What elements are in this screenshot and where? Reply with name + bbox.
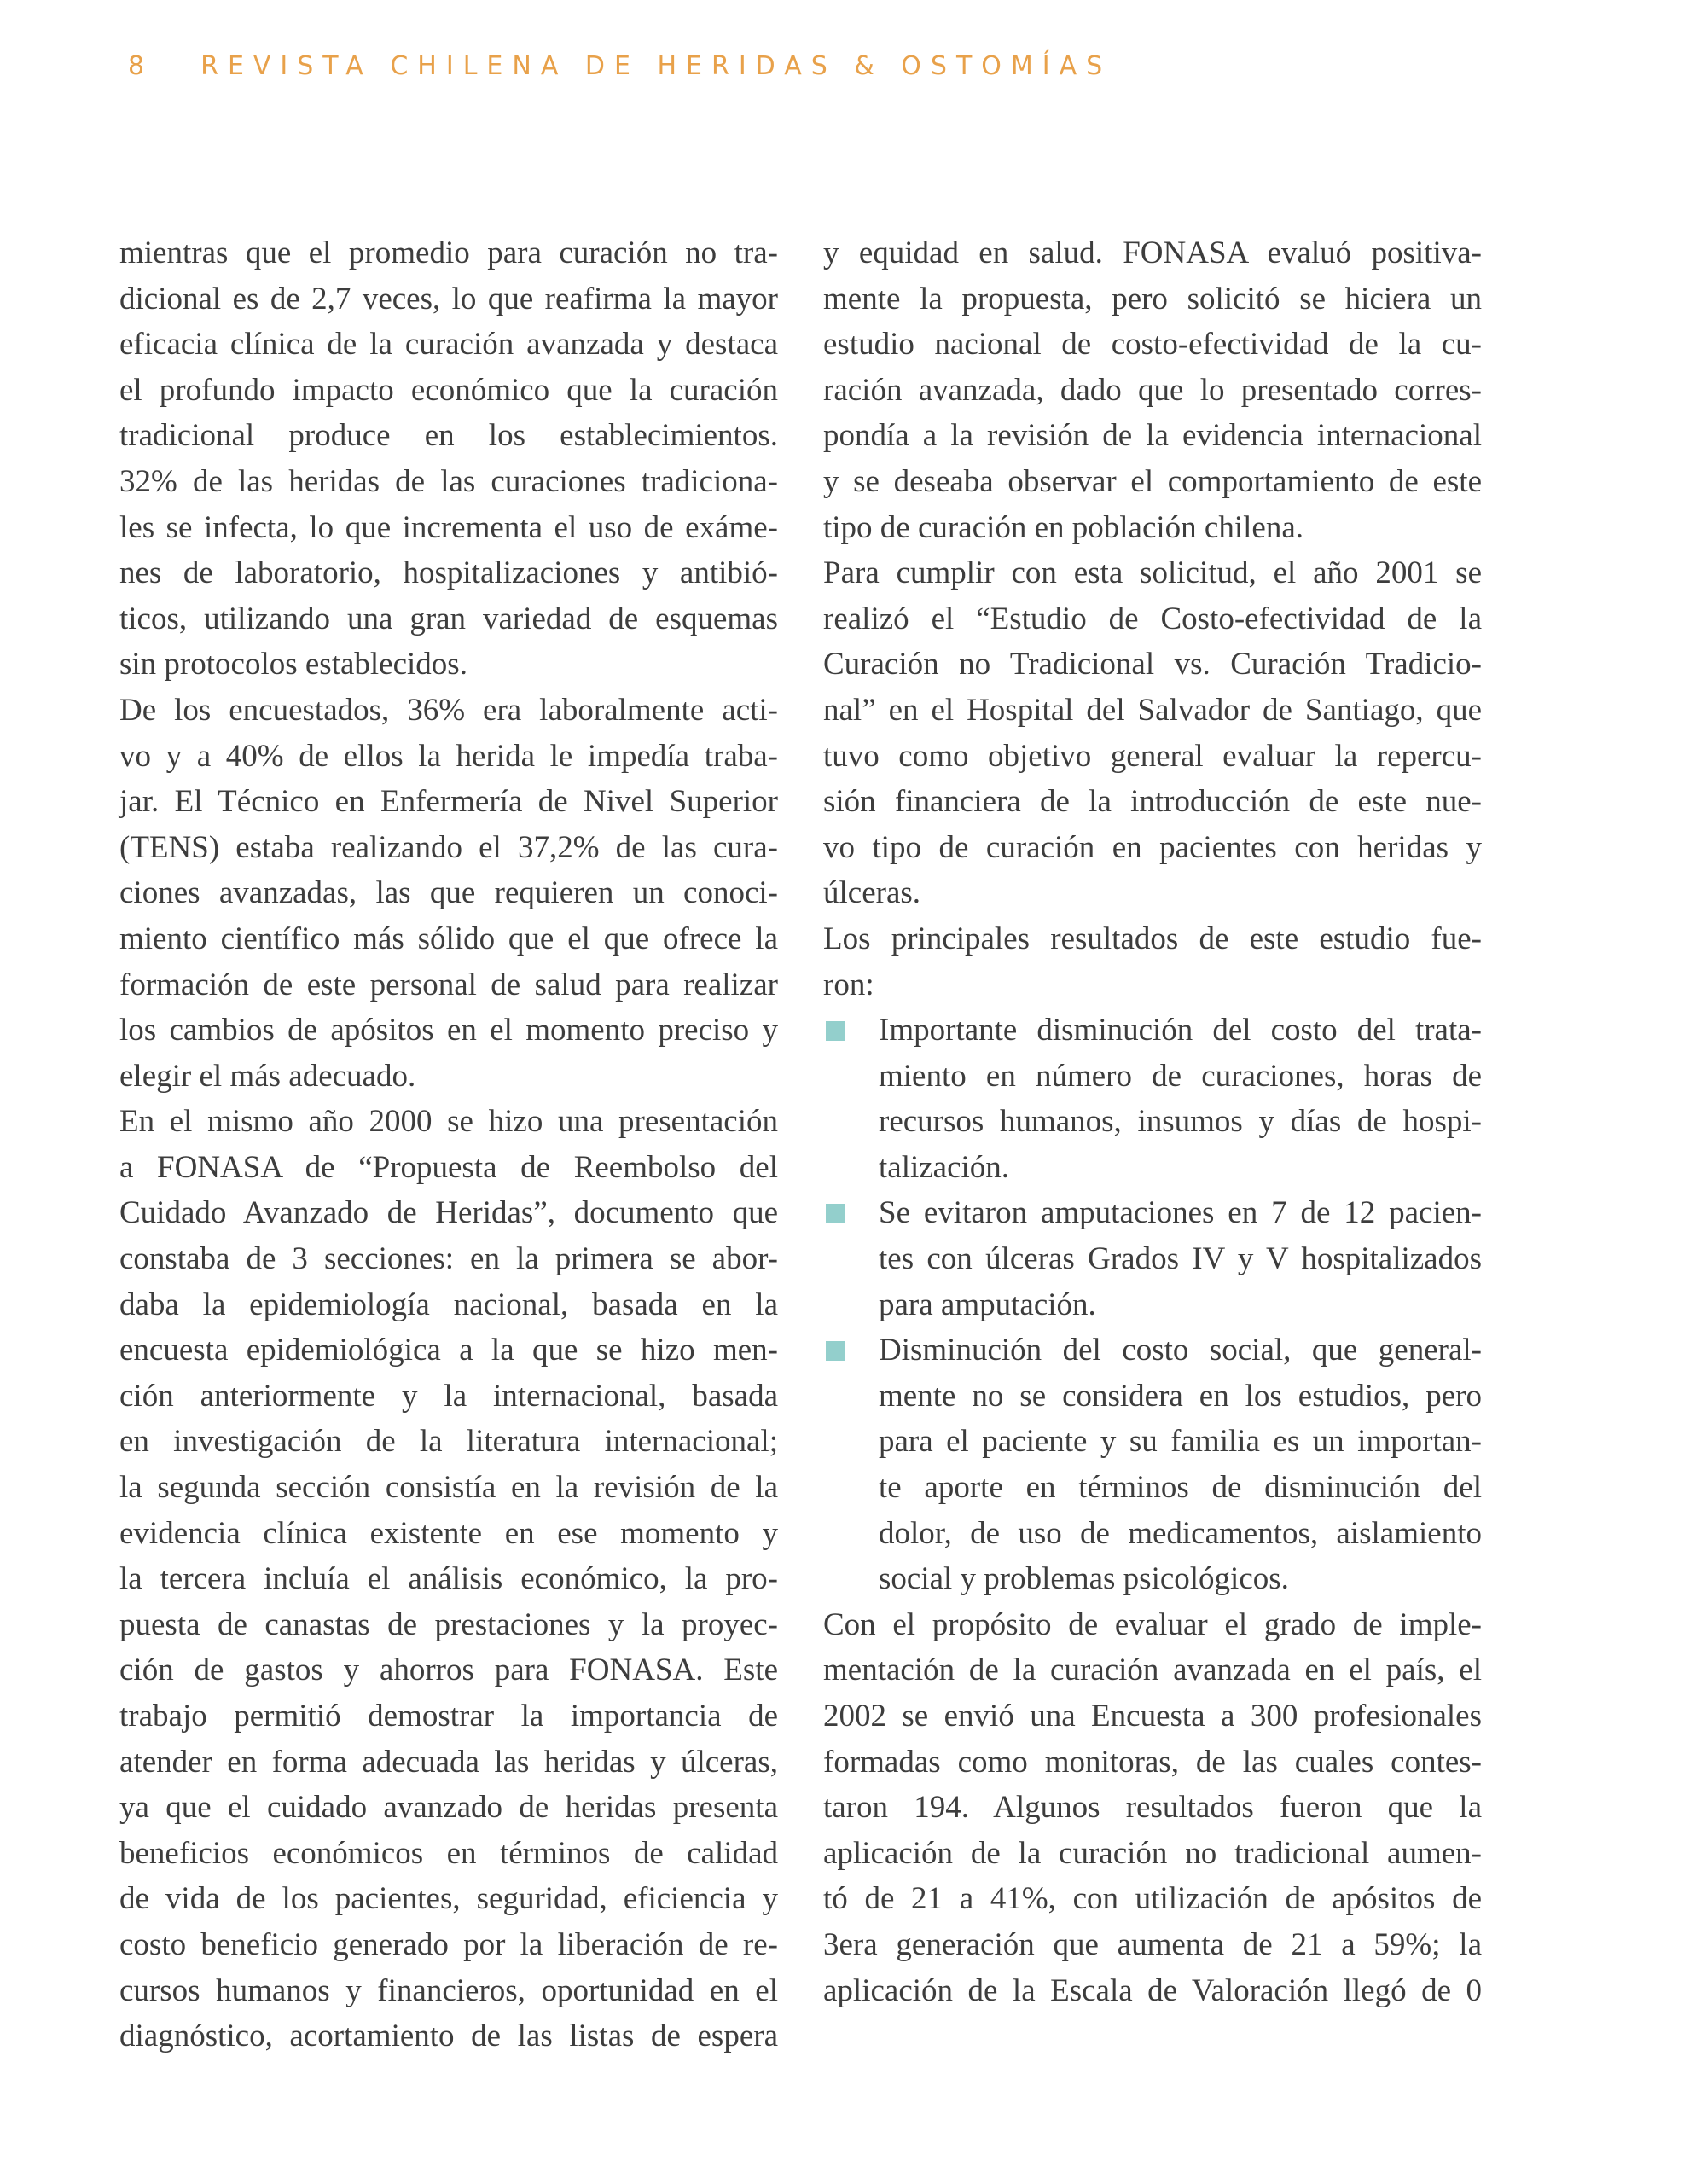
text-line: 2002 se envió una Encuesta a 300 profesionales: [823, 1699, 1482, 1734]
text-line: estudio nacional de costo-efectividad de la cu-: [823, 327, 1482, 363]
text-line: les se infecta, lo que incrementa el uso de exáme-: [119, 509, 778, 545]
left-column: [119, 230, 778, 2059]
text-line: 32% de las heridas de las curaciones tradiciona-: [119, 463, 778, 499]
text-line: realizó el “Estudio de Costo-efectividad de la: [823, 601, 1482, 636]
text-line: Importante disminución del costo del trata-: [879, 1013, 1482, 1048]
text-line: tuvo como objetivo general evaluar la repercu-: [823, 738, 1482, 774]
bullet-item: [823, 1190, 1482, 1327]
text-line: tipo de curación en población chilena.: [823, 509, 1304, 545]
text-line: evidencia clínica existente en ese momento y: [119, 1515, 778, 1551]
text-line: Para cumplir con esta solicitud, el año 2001 se: [823, 555, 1482, 591]
text-line: Se evitaron amputaciones en 7 de 12 pacien-: [879, 1195, 1482, 1231]
journal-title: REVISTA CHILENA DE HERIDAS & OSTOMÍAS: [200, 50, 1112, 81]
bullet-item: [823, 1008, 1482, 1190]
text-line: pondía a la revisión de la evidencia internacional: [823, 418, 1482, 454]
text-line: ración avanzada, dado que lo presentado corres-: [823, 372, 1482, 408]
text-line: cursos humanos y financieros, oportunidad en el: [119, 1972, 778, 2008]
text-line: trabajo permitió demostrar la importancia de: [119, 1699, 778, 1734]
text-line: puesta de canastas de prestaciones y la proyec-: [119, 1606, 778, 1642]
text-line: taron 194. Algunos resultados fueron que la: [823, 1790, 1482, 1826]
text-line: mentación de la curación avanzada en el país, el: [823, 1653, 1482, 1688]
body-paragraph: [823, 916, 1482, 1008]
body-paragraph: [823, 550, 1482, 916]
square-bullet-icon: [826, 1021, 845, 1041]
running-header: [128, 44, 1112, 87]
text-line: tes con úlceras Grados IV y V hospitalizados: [879, 1241, 1482, 1277]
text-line: Curación no Tradicional vs. Curación Tradicio-: [823, 647, 1482, 682]
text-line: los cambios de apósitos en el momento preciso y: [119, 1013, 778, 1048]
text-line: el profundo impacto económico que la curación: [119, 372, 778, 408]
text-line: úlceras.: [823, 875, 921, 911]
text-line: aplicación de la Escala de Valoración llegó de 0: [823, 1972, 1482, 2008]
text-line: diagnóstico, acortamiento de las listas de espera: [119, 2018, 778, 2054]
text-line: recursos humanos, insumos y días de hospi-: [879, 1104, 1482, 1140]
text-line: ción de gastos y ahorros para FONASA. Este: [119, 1653, 778, 1688]
text-line: mente no se considera en los estudios, pero: [879, 1378, 1482, 1414]
body-paragraph: [823, 1602, 1482, 2013]
text-line: encuesta epidemiológica a la que se hizo men-: [119, 1333, 778, 1368]
text-line: aplicación de la curación no tradicional aumen-: [823, 1835, 1482, 1871]
text-line: en investigación de la literatura internacional;: [119, 1424, 778, 1460]
text-line: ción anteriormente y la internacional, basada: [119, 1378, 778, 1414]
text-line: sión financiera de la introducción de este nue-: [823, 784, 1482, 820]
text-line: jar. El Técnico en Enfermería de Nivel Superior: [119, 784, 778, 820]
text-line: de vida de los pacientes, seguridad, eficiencia y: [119, 1881, 778, 1917]
text-line: la tercera incluía el análisis económico, la pro-: [119, 1561, 778, 1597]
text-line: vo y a 40% de ellos la herida le impedía traba-: [119, 738, 778, 774]
text-line: social y problemas psicológicos.: [879, 1561, 1289, 1597]
text-line: Disminución del costo social, que general-: [879, 1333, 1482, 1368]
text-line: De los encuestados, 36% era laboralmente acti-: [119, 692, 778, 728]
text-line: formadas como monitoras, de las cuales contes-: [823, 1744, 1482, 1780]
text-line: (TENS) estaba realizando el 37,2% de las cura-: [119, 829, 778, 865]
text-line: a FONASA de “Propuesta de Reembolso del: [119, 1149, 778, 1185]
text-line: tó de 21 a 41%, con utilización de apósitos de: [823, 1881, 1482, 1917]
text-line: la segunda sección consistía en la revisión de la: [119, 1470, 778, 1506]
text-line: ron:: [823, 967, 874, 1002]
text-line: y se deseaba observar el comportamiento de este: [823, 463, 1482, 499]
text-line: mientras que el promedio para curación no tra-: [119, 235, 778, 270]
text-line: Con el propósito de evaluar el grado de imple-: [823, 1606, 1482, 1642]
text-line: elegir el más adecuado.: [119, 1058, 416, 1094]
text-line: para el paciente y su familia es un importan-: [879, 1424, 1482, 1460]
body-paragraph: [119, 230, 778, 688]
text-line: beneficios económicos en términos de calidad: [119, 1835, 778, 1871]
text-line: Los principales resultados de este estudio fue-: [823, 921, 1482, 956]
text-line: eficacia clínica de la curación avanzada y destaca: [119, 327, 778, 363]
text-line: En el mismo año 2000 se hizo una presentación: [119, 1104, 778, 1140]
text-line: mente la propuesta, pero solicitó se hiciera un: [823, 281, 1482, 317]
text-line: miento en número de curaciones, horas de: [879, 1058, 1482, 1094]
text-line: y equidad en salud. FONASA evaluó positiva-: [823, 235, 1482, 270]
right-column: [823, 230, 1482, 2013]
text-line: formación de este personal de salud para realizar: [119, 967, 778, 1002]
page-number: 8: [128, 50, 145, 81]
text-line: costo beneficio generado por la liberación de re-: [119, 1926, 778, 1962]
square-bullet-icon: [826, 1341, 845, 1361]
body-paragraph: [119, 688, 778, 1099]
text-line: talización.: [879, 1149, 1010, 1185]
text-line: constaba de 3 secciones: en la primera se abor-: [119, 1241, 778, 1277]
text-line: atender en forma adecuada las heridas y úlceras,: [119, 1744, 778, 1780]
text-line: ciones avanzadas, las que requieren un conoci-: [119, 875, 778, 911]
text-line: sin protocolos establecidos.: [119, 647, 467, 682]
text-line: para amputación.: [879, 1287, 1096, 1322]
text-line: tradicional produce en los establecimientos.: [119, 418, 778, 454]
text-line: daba la epidemiología nacional, basada en la: [119, 1287, 778, 1322]
text-line: miento científico más sólido que el que ofrece la: [119, 921, 778, 956]
bullet-item: [823, 1327, 1482, 1602]
text-line: vo tipo de curación en pacientes con heridas y: [823, 829, 1482, 865]
text-line: nes de laboratorio, hospitalizaciones y antibió-: [119, 555, 778, 591]
body-paragraph: [823, 230, 1482, 550]
square-bullet-icon: [826, 1204, 845, 1223]
text-line: ticos, utilizando una gran variedad de esquemas: [119, 601, 778, 636]
text-line: te aporte en términos de disminución del: [879, 1470, 1482, 1506]
body-paragraph: [119, 1099, 778, 2059]
text-line: dicional es de 2,7 veces, lo que reafirma la mayor: [119, 281, 778, 317]
text-line: nal” en el Hospital del Salvador de Santiago, que: [823, 692, 1482, 728]
text-line: ya que el cuidado avanzado de heridas presenta: [119, 1790, 778, 1826]
text-line: 3era generación que aumenta de 21 a 59%; la: [823, 1926, 1482, 1962]
text-line: dolor, de uso de medicamentos, aislamiento: [879, 1515, 1482, 1551]
text-line: Cuidado Avanzado de Heridas”, documento que: [119, 1195, 778, 1231]
